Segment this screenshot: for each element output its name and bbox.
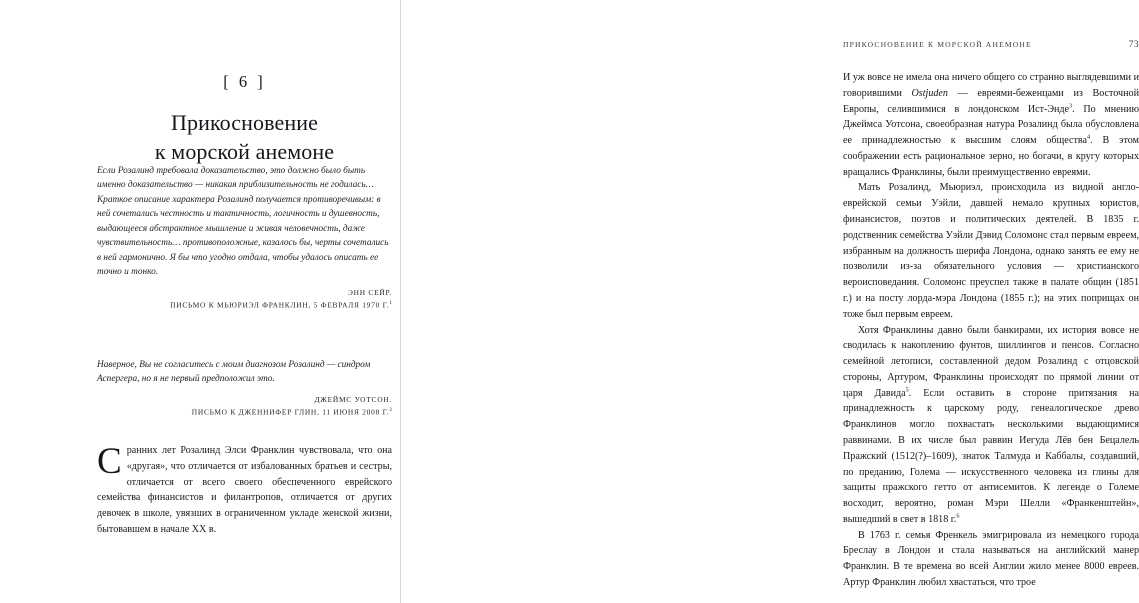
body-paragraph <box>843 323 1139 528</box>
chapter-title-line-1: Прикосновение <box>171 110 318 135</box>
body-paragraph <box>843 528 1139 591</box>
drop-cap: С <box>97 441 122 482</box>
epigraph-sayre-text-1: Если Розалинд требовала доказательство, это должно было быть именно доказательство — никакая приблизительность не годилась… <box>97 166 374 191</box>
epigraph-sayre <box>97 164 392 311</box>
text-run: . По мнению Джеймса Уотсона, своеобразная натура Розалинд была обусловлена ее принадлежностью к высшим слоям общества <box>843 103 1139 147</box>
chapter-title-line-2: к морской анемоне <box>154 138 335 164</box>
footnote-marker: 5 <box>905 386 909 394</box>
body-paragraph <box>843 70 1139 180</box>
epigraph-sayre-footnote-marker: 1 <box>389 299 392 306</box>
chapter-number: [ 6 ] <box>223 72 266 91</box>
italic-term: Ostjuden <box>911 87 948 99</box>
page-number: 73 <box>1128 40 1139 50</box>
epigraph-watson-source: ПИСЬМО К ДЖЕННИФЕР ГЛИН, 11 ИЮНЯ 2008 Г. <box>191 407 390 417</box>
epigraph-watson-text: Наверное, Вы не согласитесь с моим диагнозом Розалинд — синдром Аспергера, но я не первый предположил это. <box>97 360 371 385</box>
left-page <box>0 0 400 603</box>
opening-paragraph-text: ранних лет Розалинд Элси Франклин чувствовала, что она «другая», что отличается от избалованных братьев и сестры, отличается от всего своего обеспеченного еврейского семейства финансистов и филантропов, отличается от других девочек в школе, увязших в ограниченном укладе женской жизни, бытовавшем в начале XX в. <box>97 445 392 535</box>
running-head-title: ПРИКОСНОВЕНИЕ К МОРСКОЙ АНЕМОНЕ <box>843 40 1032 49</box>
epigraph-sayre-source-line <box>97 299 392 311</box>
epigraph-watson-footnote-marker: 2 <box>389 406 392 413</box>
text-run: Хотя Франклины давно были банкирами, их история вовсе не сводилась к накоплению фунтов, шиллингов и пенсов. Согласно семейной летописи, составленной дедом Розалинд с отцовской стороны, Артуром, Франклины происходят по прямой линии от царя Давида <box>843 324 1139 399</box>
body-paragraph <box>843 180 1139 322</box>
opening-paragraph <box>97 443 392 538</box>
epigraph-sayre-source: ПИСЬМО К МЬЮРИЭЛ ФРАНКЛИН, 5 ФЕВРАЛЯ 1970 Г. <box>170 300 390 310</box>
epigraph-sayre-text-2: Краткое описание характера Розалинд получается противоречивым: в ней сочетались честность и тактичность, логичность и душевность, выдающееся абстрактное мышление и живая человечность, даже чувствительность… противоположные, казалось бы, черты сочетались в ней гармонично. Я бы что угодно отдала, чтобы удалось описать ее точно и тонко. <box>97 194 389 278</box>
right-page <box>400 0 1139 603</box>
text-run: — евреями-беженцами из Восточной Европы, селившимися в лондонском Ист-Энде <box>843 87 1139 115</box>
text-run: . Если оставить в стороне притязания на принадлежность к царскому роду, генеалогическое древо Франклинов могло похвастать несколькими выдающимися раввинами. В их числе был раввин Иегуда Лёв бен Бецалель Пражский (1512(?)–1609), знаток Талмуда и Каббалы, создавший, по преданию, Голема — искусственного человека из глины для защиты пражского гетто от антисемитов. К легенде о Големе восходит, вероятно, роман Мэри Шелли «Франкенштейн», вышедший в свет в 1818 г. <box>843 387 1139 525</box>
text-run: И уж вовсе не имела она ничего общего со странно выглядевшими и говорившими <box>843 72 1139 99</box>
epigraph-watson-source-line <box>97 406 392 418</box>
left-body-text <box>97 443 392 538</box>
text-run: В 1763 г. семья Френкель эмигрировала из немецкого города Бреслау в Лондон и стала называться на английский манер Франклин. В те времена во всей Англии жило менее 8000 евреев. Артур Франклин любил хвастаться, что трое <box>843 529 1139 588</box>
epigraph-watson <box>97 358 392 418</box>
right-body-text <box>843 70 1139 591</box>
chapter-opening <box>97 72 392 166</box>
text-run: . В этом соображении есть рациональное зерно, но богачи, в кругу которых вращались Франклины, были преимущественно евреями. <box>843 135 1139 178</box>
epigraph-watson-author: ДЖЕЙМС УОТСОН. <box>314 394 392 404</box>
footnote-marker: 6 <box>956 512 960 520</box>
page-title <box>97 109 392 166</box>
text-run: Мать Розалинд, Мьюриэл, происходила из видной англо-еврейской семьи Уэйли, давшей немало крупных юристов, финансистов, поэтов и политических деятелей. В 1835 г. родственник семейства Уэйли Дэвид Соломонс стал первым евреем, избранным на должность шерифа Лондона, однако занять ее ему не позволили из-за обязательного условия — христианского вероисповедания. Соломонс преуспел также в палате общин (1851 г.) и на посту лорда-мэра Лондона (1855 г.); на этих поприщах он тоже был первым евреем. <box>843 182 1139 320</box>
epigraph-watson-attribution <box>97 394 392 418</box>
epigraph-sayre-attribution <box>97 287 392 311</box>
running-head <box>843 40 1139 50</box>
epigraph-sayre-author: ЭНН СЕЙР. <box>348 287 392 297</box>
footnote-marker: 4 <box>1087 133 1091 141</box>
footnote-marker: 3 <box>1069 102 1073 110</box>
